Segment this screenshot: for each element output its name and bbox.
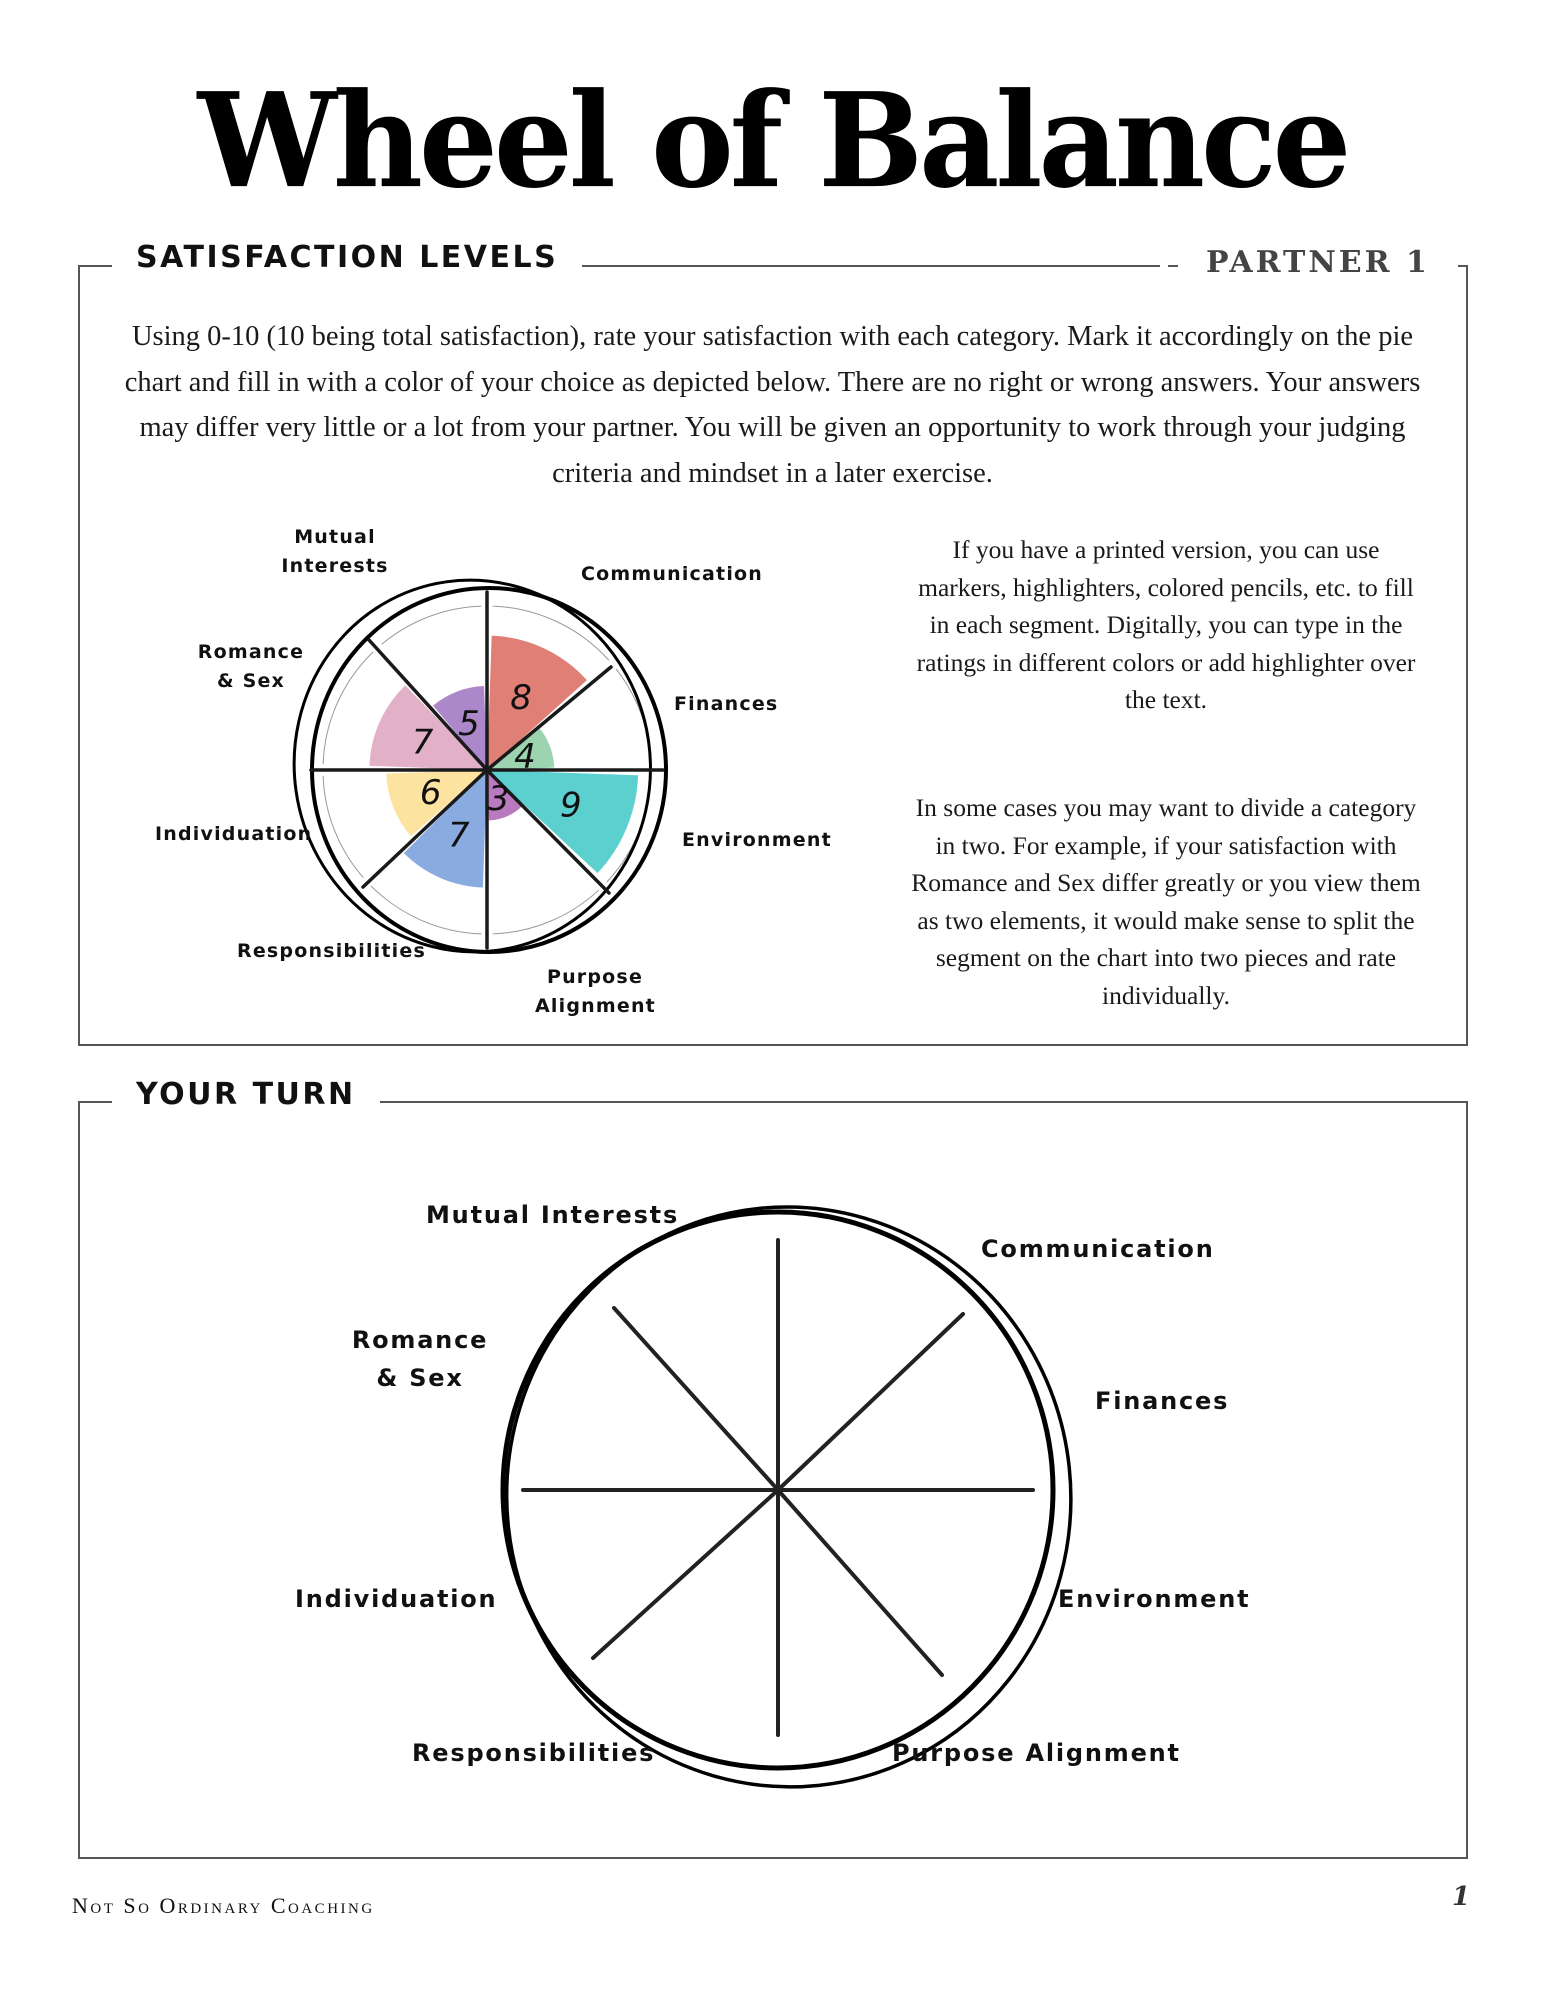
label-communication: Communication <box>581 563 764 585</box>
partner-label: PARTNER 1 <box>1178 245 1458 280</box>
segment-rating: 6 <box>419 773 442 814</box>
heading-rule-cover <box>1160 250 1168 280</box>
segment-rating: 4 <box>514 737 536 778</box>
label-romance-sex: Romance & Sex <box>197 641 305 692</box>
blank-wheel-chart[interactable] <box>478 1190 1078 1790</box>
your-turn-heading: YOUR TURN <box>112 1077 380 1112</box>
label-individuation: Individuation <box>155 823 313 845</box>
segment-rating: 9 <box>559 785 582 826</box>
blank-label-communication: Communication <box>981 1235 1215 1263</box>
blank-outer-ring-2 <box>478 1179 1100 1815</box>
footer-brand: Not So Ordinary Coaching <box>72 1893 375 1918</box>
label-finances: Finances <box>674 693 779 715</box>
segment-rating: 7 <box>411 722 434 763</box>
tip-divide-category: In some cases you may want to divide a category in two. For example, if your satisfaction with Romance and Sex differ greatly or you view them as two elements, it would make sense to split the segment on the chart into two pieces and rate individually. <box>911 793 1421 1010</box>
tip-printed-version: If you have a printed version, you can use markers, highlighters, colored pencils, etc. to fill in each segment. Digitally, you can type in the ratings in different colors or add highlighter over the text. <box>916 535 1416 714</box>
blank-label-environment: Environment <box>1058 1585 1251 1613</box>
blank-label-mutual-interests: Mutual Interests <box>426 1201 680 1229</box>
blank-wheel-spokes <box>523 1240 1033 1735</box>
page-title: Wheel of Balance <box>197 65 1348 218</box>
segment-rating: 8 <box>510 677 532 718</box>
blank-label-individuation: Individuation <box>295 1585 498 1613</box>
segment-rating: 5 <box>458 703 480 744</box>
satisfaction-levels-heading: SATISFACTION LEVELS <box>112 240 582 275</box>
label-mutual-interests: Mutual Interests <box>281 526 389 577</box>
label-responsibilities: Responsibilities <box>237 940 426 962</box>
segment-rating: 3 <box>487 778 510 819</box>
segment-rating: 7 <box>448 815 470 856</box>
blank-label-responsibilities: Responsibilities <box>412 1739 656 1767</box>
page-number: 1 <box>1452 1882 1471 1912</box>
wheel-spokes <box>311 592 663 948</box>
blank-label-purpose-alignment: Purpose Alignment <box>892 1739 1181 1767</box>
label-purpose-alignment: Purpose Alignment <box>535 966 656 1017</box>
label-environment: Environment <box>682 829 832 851</box>
blank-label-romance-sex: Romance & Sex <box>351 1326 489 1392</box>
intro-paragraph: Using 0-10 (10 being total satisfaction), rate your satisfaction with each category. Mark it accordingly on the pie chart and fill in with a color of your choice as depicted below. There are no right or wrong answers. Your answers may differ very little or a lot from your partner. You will be given an opportunity to work through your judging criteria and mindset in a later exercise. <box>124 321 1421 489</box>
blank-label-finances: Finances <box>1095 1387 1230 1415</box>
example-wheel-chart <box>277 560 697 980</box>
